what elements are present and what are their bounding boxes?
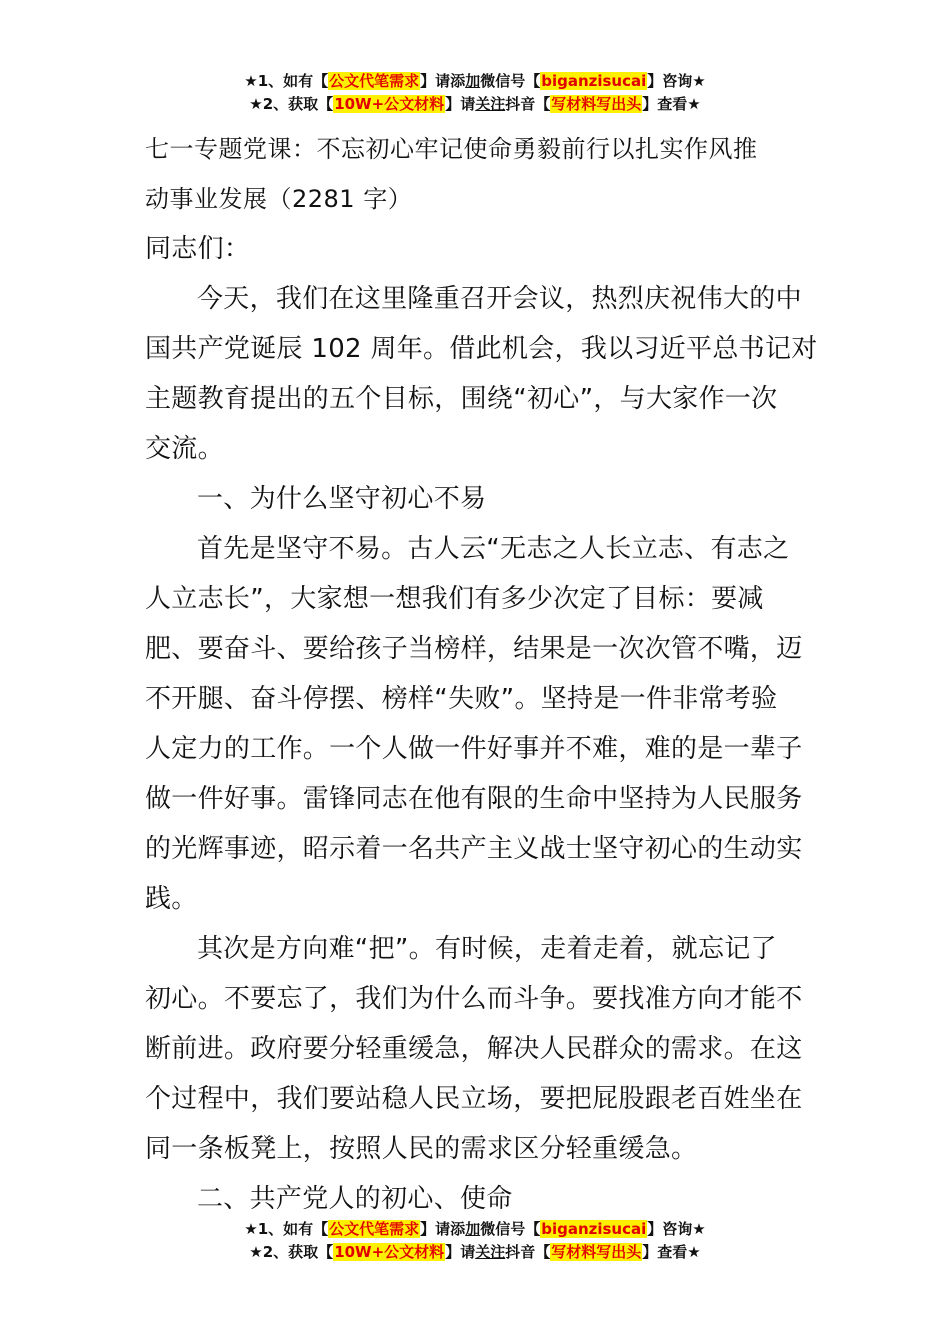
document-title-line: 动事业发展（2281 字） <box>145 185 413 213</box>
promo-text: 微信号【 <box>480 1220 541 1238</box>
promo-text: 】请添 <box>420 72 466 90</box>
paragraph-line: 的光辉事迹，昭示着一名共产主义战士坚守初心的生动实 <box>145 834 803 864</box>
promo-line-1 <box>0 1218 950 1241</box>
promo-text: 】查看★ <box>642 95 701 113</box>
paragraph-line: 个过程中，我们要站稳人民立场，要把屁股跟老百姓坐在 <box>145 1084 803 1114</box>
paragraph-line: 初心。不要忘了，我们为什么而斗争。要找准方向才能不 <box>145 984 803 1014</box>
promo-highlight: 公文代笔需求 <box>329 1220 420 1238</box>
section-heading <box>145 474 810 524</box>
paragraph-line: 其次是方向难“把”。有时候，走着走着，就忘记了 <box>197 934 777 964</box>
paragraph <box>145 924 810 1174</box>
paragraph-line: 今天，我们在这里隆重召开会议，热烈庆祝伟大的中 <box>197 284 802 314</box>
section-heading-line: 一、为什么坚守初心不易 <box>197 484 487 514</box>
promo-text: 抖音【 <box>505 95 551 113</box>
paragraph-line: 肥、要奋斗、要给孩子当榜样，结果是一次次管不嘴，迈 <box>145 634 803 664</box>
paragraph-line: 首先是坚守不易。古人云“无志之人长立志、有志之 <box>197 534 790 564</box>
promo-text: 】请 <box>445 1243 476 1261</box>
promo-underlined: 关注 <box>475 95 506 113</box>
salutation: 同志们： <box>145 234 251 264</box>
document-body <box>145 124 818 1224</box>
promo-text: 】咨询★ <box>647 72 706 90</box>
paragraph-line: 国共产党诞辰 102 周年。借此机会，我以习近平总书记对 <box>145 334 818 364</box>
paragraph-line: 践。 <box>145 884 198 914</box>
promo-underlined: 加 <box>465 72 481 90</box>
promo-underlined: 关注 <box>475 1243 506 1261</box>
paragraph-line: 同一条板凳上，按照人民的需求区分轻重缓急。 <box>145 1134 698 1164</box>
promo-highlight: 公文代笔需求 <box>329 72 420 90</box>
paragraph-line: 断前进。政府要分轻重缓急，解决人民群众的需求。在这 <box>145 1034 803 1064</box>
promo-text: ★1、如有【 <box>244 1220 329 1238</box>
promo-text: ★2、获取【 <box>249 95 334 113</box>
promo-text: 微信号【 <box>480 72 541 90</box>
promo-highlight: biganzisucai <box>541 72 647 90</box>
paragraph-line: 人立志长”，大家想一想我们有多少次定了目标：要减 <box>145 584 764 614</box>
promo-text: 】请 <box>445 95 476 113</box>
promo-text: ★1、如有【 <box>244 72 329 90</box>
promo-highlight: 写材料写出头 <box>551 1243 642 1261</box>
paragraph-line: 人定力的工作。一个人做一件好事并不难，难的是一辈子 <box>145 734 803 764</box>
promo-banner-top <box>0 70 950 116</box>
document-title-line: 七一专题党课：不忘初心牢记使命勇毅前行以扎实作风推 <box>145 135 758 163</box>
promo-highlight: biganzisucai <box>541 1220 647 1238</box>
promo-text: 】请添 <box>420 1220 466 1238</box>
section-heading <box>145 1174 810 1224</box>
paragraph <box>145 274 818 474</box>
paragraph-line: 做一件好事。雷锋同志在他有限的生命中坚持为人民服务 <box>145 784 803 814</box>
paragraph-line: 主题教育提出的五个目标，围绕“初心”，与大家作一次 <box>145 384 778 414</box>
promo-highlight: 10W+公文材料 <box>334 95 445 113</box>
promo-highlight: 写材料写出头 <box>551 95 642 113</box>
promo-line-2 <box>0 93 950 116</box>
paragraph <box>145 524 810 924</box>
promo-highlight: 10W+公文材料 <box>334 1243 445 1261</box>
promo-line-2 <box>0 1241 950 1264</box>
section-heading-line: 二、共产党人的初心、使命 <box>197 1184 513 1214</box>
promo-text: 】查看★ <box>642 1243 701 1261</box>
paragraph-line: 不开腿、奋斗停摆、榜样“失败”。坚持是一件非常考验 <box>145 684 778 714</box>
promo-text: 抖音【 <box>505 1243 551 1261</box>
paragraph-line: 交流。 <box>145 434 224 464</box>
promo-text: ★2、获取【 <box>249 1243 334 1261</box>
promo-text: 】咨询★ <box>647 1220 706 1238</box>
promo-banner-bottom <box>0 1218 950 1264</box>
promo-underlined: 加 <box>465 1220 481 1238</box>
promo-line-1 <box>0 70 950 93</box>
